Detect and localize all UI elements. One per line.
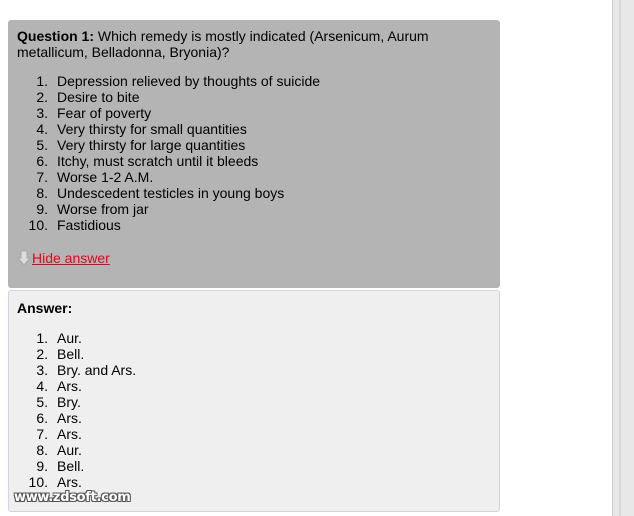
list-item [17,121,491,137]
item-number: 7. [36,426,48,442]
item-text: Fastidious [57,217,121,233]
list-item [17,378,491,394]
list-item [17,185,491,201]
hide-answer-toggle[interactable] [17,250,110,266]
item-text: Very thirsty for small quantities [57,121,247,137]
item-number: 4. [36,121,48,137]
list-item [17,217,491,233]
item-text: Bell. [57,346,85,362]
list-item [17,362,491,378]
item-number: 4. [36,378,48,394]
list-item [17,73,491,89]
list-item [17,169,491,185]
item-text: Ars. [57,426,82,442]
item-text: Undescedent testicles in young boys [57,185,285,201]
item-number: 6. [36,410,48,426]
item-number: 2. [36,89,48,105]
answer-title: Answer: [17,300,73,316]
item-number: 9. [36,458,48,474]
item-text: Fear of poverty [57,105,152,121]
list-item [17,474,491,490]
answer-list [17,330,491,490]
scrollbar-track [619,0,621,516]
item-number: 5. [36,137,48,153]
list-item [17,346,491,362]
item-text: Worse from jar [57,201,149,217]
item-number: 1. [36,330,48,346]
item-text: Bry. and Ars. [57,362,137,378]
item-number: 3. [36,105,48,121]
question-panel [8,20,500,288]
list-item [17,89,491,105]
item-number: 10. [28,474,48,490]
list-item [17,410,491,426]
vertical-scrollbar[interactable] [612,0,634,516]
item-text: Bry. [57,394,81,410]
item-number: 3. [36,362,48,378]
item-number: 5. [36,394,48,410]
item-number: 9. [36,201,48,217]
item-text: Aur. [57,442,82,458]
item-number: 7. [36,169,48,185]
item-number: 10. [28,217,48,233]
item-text: Worse 1-2 A.M. [57,169,154,185]
list-item [17,458,491,474]
watermark: www.zdsoft.com [14,490,131,505]
question-label: Question 1: [17,28,95,44]
answer-panel [8,290,500,512]
list-item [17,330,491,346]
question-text [17,28,491,60]
item-text: Ars. [57,378,82,394]
question-body: Which remedy is mostly indicated (Arsenicum, Aurum metallicum, Belladonna, Bryonia)? [17,28,429,60]
item-text: Ars. [57,410,82,426]
list-item [17,105,491,121]
list-item [17,426,491,442]
item-number: 8. [36,442,48,458]
item-text: Desire to bite [57,89,140,105]
item-number: 8. [36,185,48,201]
list-item [17,394,491,410]
list-item [17,442,491,458]
item-text: Aur. [57,330,82,346]
hide-answer-link[interactable]: Hide answer [32,250,110,266]
item-text: Bell. [57,458,85,474]
list-item [17,153,491,169]
item-text: Very thirsty for large quantities [57,137,246,153]
list-item [17,201,491,217]
item-number: 2. [36,346,48,362]
list-item [17,137,491,153]
item-number: 6. [36,153,48,169]
item-number: 1. [36,73,48,89]
item-text: Itchy, must scratch until it bleeds [57,153,259,169]
item-text: Depression relieved by thoughts of suicide [57,73,321,89]
item-text: Ars. [57,474,82,490]
question-list [17,73,491,233]
arrow-down-icon [17,250,31,266]
